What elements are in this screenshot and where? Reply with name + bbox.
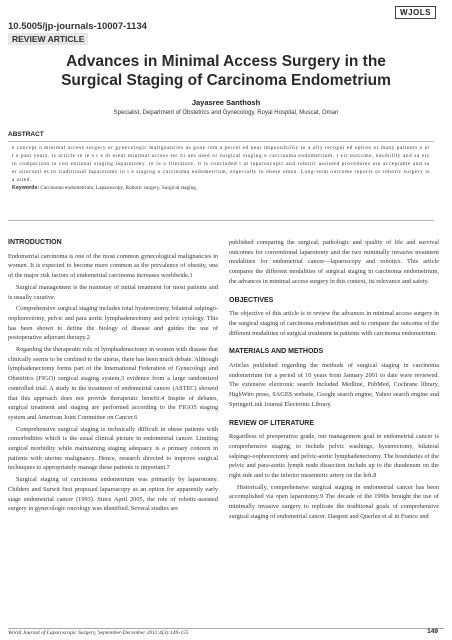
author-name: Jayasree Santhosh [191, 98, 261, 107]
journal-tag: WJOLS [395, 6, 436, 19]
objectives-heading: OBJECTIVES [229, 296, 274, 304]
page-number: 149 [427, 628, 438, 635]
author-affiliation: Specialist, Department of Obstetrics and Gynecology, Royal Hospital, Muscat, Oman [113, 110, 339, 116]
doi[interactable]: 10.5005/jp-journals-10007-1134 [8, 21, 147, 32]
paragraph: Historically, comprehensive surgical staging in endometrial cancer has been accomplished via open laparotomy.9 The decade of the 1990s brought the use of minimally invasive surgery to replicate the traditional goals of comprehensive surgical staging of endometrial cancer. Dargent and Querleu et al in France and [229, 483, 439, 520]
footer-journal-line: World Journal of Laparoscopic Surgery, September-December 2011;4(3):149-155 [8, 628, 444, 636]
paragraph: Comprehensive surgical staging includes total hysterectomy, bilateral salpingo-oophorectomy, pelvic and para aortic lymphadenectomy and pelvic cytology. This has been shown to define the biology of disease and guides the use of postoperative adjuvant therapy.2 [8, 305, 218, 342]
keywords [12, 185, 430, 191]
introduction-heading: INTRODUCTION [8, 239, 62, 246]
paragraph: Regardless of preoperative grade, our management goal in endometrial cancer is comprehensive staging, to include pelvic washings, hysterectomy, bilateral salpingo-oophorectomy and pelvic-aortic lymphadenectomy. The boundaries of the pelvic and para-aortic lymph node dissection include up to the duodenum on the right side and to the inferior mesenteric artery on the left.8 [229, 433, 439, 480]
paragraph: The objective of this article is to review the advances in minimal access surgery in the surgical staging of carcinoma endometrium and to compare the outcome of the different modalities of surgical treatment in patients with carcinoma endometrium. [229, 310, 439, 337]
paragraph: Regarding the therapeutic role of lymphadenectomy in women with disease that clinically seems to be confined to the uterus, there has been much debate. Although lymphadenectomy forms part of the International Federation of Gynecology and Obstetrics (FIGO) surgical staging system,3 evidence from a large randomized controlled trial. A study in the treatment of endometrial cancer (ASTEC) showed that this approach does not provide therapeutic benefit.4 Inspite of debates, surgical treatment and staging are performed according to the FIGO5 staging system and American Joint Committee on Cancer.6 [8, 346, 219, 421]
article-title [10, 52, 442, 90]
paragraph: published comparing the surgical, pathologic and quality of life and survival outcomes for conventional laparotomy and the two minimally invasive treatment modalities for endometrial cancer—laparoscopy and robotics. This article compares the different modalities of surgical staging in carcinoma endometrium, the advances in minimal access surgery in this context, its relevance and safety. [229, 239, 439, 285]
abstract-heading: ABSTRACT [8, 131, 44, 138]
methods-heading: MATERIALS AND METHODS [229, 348, 324, 356]
keywords-list: Carcinoma endometrium, Laparoscopy, Robotic surgery, Surgical staging. [40, 185, 198, 192]
paragraph: Surgical management is the mainstay of initial treatment for most patients and is usually curative. [8, 283, 218, 301]
right-column [229, 238, 439, 524]
abstract-box [8, 141, 434, 221]
article-type-badge: REVIEW ARTICLE [8, 33, 88, 45]
keywords-label: Keywords: [12, 185, 40, 192]
paragraph: Articles published regarding the methods of surgical staging in carcinoma endometrium for a period of 10 years from January 2001 to date were reviewed. The extensive electronic search included Medline, PubMed, Cochrane library, HighWire press, SAGES website, Google search engine, Yahoo search engine and SpringerLink Journal Electronic Library. [229, 362, 439, 408]
abstract-text: e concept o minimal access surgery or gynecologic malignancies as gone rom a percei ed near impossibility to a ully recogni ed option or many patients o er t e past years. is article re ie s t e di erent minimal access tec ni ues used or surgical staging o carcinoma endometrium, t eir outcome, easibility and sa ety in comparison to con entional staging laparotomy. re ie o literature, it is concluded t at laparoscopic and robotic assisted procedures are acceptable and sa er alternati es to traditional laparotomy in t e staging o carcinoma endometrium, especially in obese omen. Long-term outcome reports or robotic surgery is a aited. [12, 145, 430, 184]
left-column [8, 238, 218, 516]
review-heading: REVIEW OF LITERATURE [229, 419, 315, 427]
title-line-2: Surgical Staging of Carcinoma Endometrium [61, 72, 391, 89]
paragraph: Comprehensive surgical staging is technically difficult in obese patients with comorbidities which is the usual clinical picture in endometrial cancer. Limiting surgical morbidity while maintaining staging adequacy is a primary concern in patients with uterine malignancy. Hence, research directed to improve surgical techniques to appropriately manage these patients is important.7 [8, 425, 218, 472]
paragraph: Endometrial carcinoma is one of the most common gynecological malignancies in women. It is expected to become more common as the prevalence of obesity, one of the major risk factors of endometrial carcinoma increases worldwide.1 [8, 252, 218, 280]
paragraph: Surgical staging of carcinoma endometrium was primarily by laparotomy. Childers and Surwit first proposed laparoscopy as an option for apparently early stage endometrial cancer (1993). Since April 2005, the role of robotic-assisted surgery in gynecologic oncology was identified. Several studies are [8, 476, 218, 513]
title-line-1: Advances in Minimal Access Surgery in the [66, 53, 386, 70]
